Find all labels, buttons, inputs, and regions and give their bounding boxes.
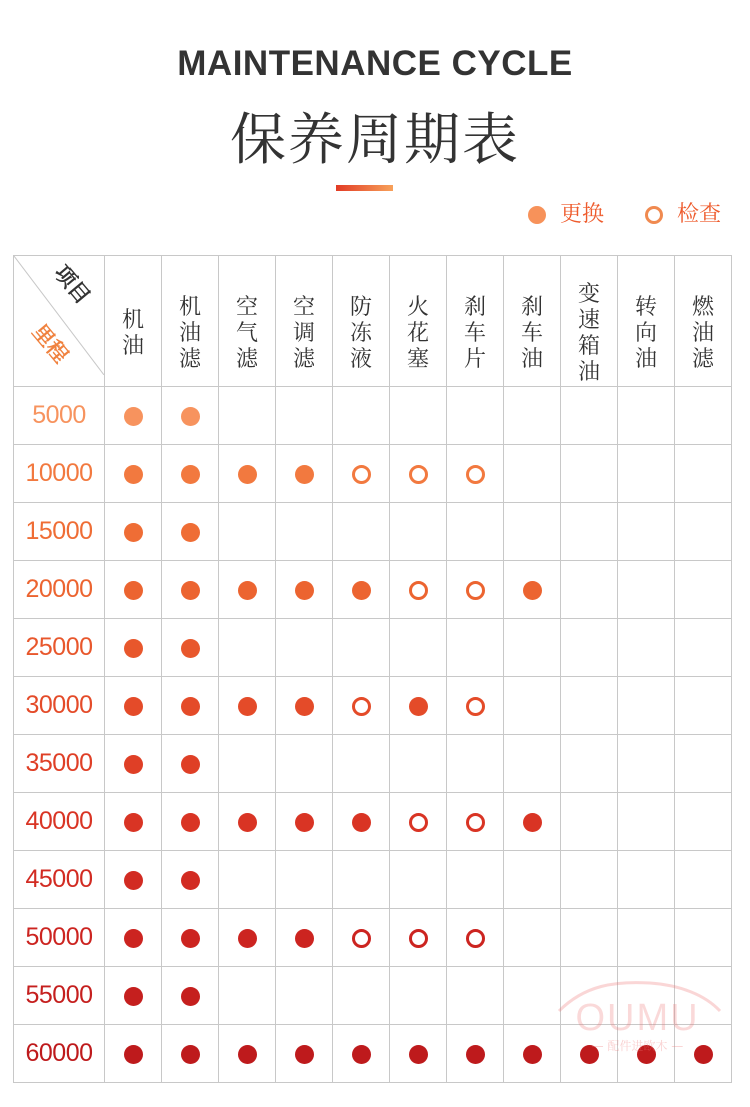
replace-dot-icon xyxy=(295,581,314,600)
table-row xyxy=(14,793,732,851)
schedule-cell xyxy=(618,503,675,561)
replace-dot-icon xyxy=(124,407,143,426)
check-dot-icon xyxy=(352,465,371,484)
schedule-cell xyxy=(504,445,561,503)
schedule-cell xyxy=(162,909,219,967)
schedule-cell xyxy=(618,1025,675,1083)
schedule-cell xyxy=(504,503,561,561)
schedule-cell xyxy=(276,1025,333,1083)
check-dot-icon xyxy=(466,581,485,600)
replace-dot-icon xyxy=(295,697,314,716)
check-dot-icon xyxy=(352,697,371,716)
schedule-cell xyxy=(504,909,561,967)
replace-dot-icon xyxy=(124,929,143,948)
legend-replace-label: 更换 xyxy=(560,202,605,227)
replace-dot-icon xyxy=(295,465,314,484)
column-header-label: 防冻液 xyxy=(349,295,372,372)
replace-dot-icon xyxy=(523,813,542,832)
column-header-label: 火花塞 xyxy=(406,295,429,372)
schedule-cell xyxy=(276,619,333,677)
replace-dot-icon xyxy=(295,929,314,948)
schedule-cell xyxy=(618,619,675,677)
schedule-cell xyxy=(447,1025,504,1083)
replace-dot-icon xyxy=(181,523,200,542)
replace-dot-icon xyxy=(295,1045,314,1064)
table-row xyxy=(14,561,732,619)
schedule-cell xyxy=(561,851,618,909)
replace-dot-icon xyxy=(181,871,200,890)
schedule-cell xyxy=(561,561,618,619)
schedule-cell xyxy=(105,793,162,851)
mileage-cell: 55000 xyxy=(14,967,105,1025)
replace-dot-icon xyxy=(580,1045,599,1064)
schedule-cell xyxy=(105,619,162,677)
column-header-label: 空气滤 xyxy=(235,295,258,372)
replace-dot-icon xyxy=(238,465,257,484)
replace-dot-icon xyxy=(238,813,257,832)
schedule-cell xyxy=(219,445,276,503)
schedule-cell xyxy=(390,619,447,677)
schedule-cell xyxy=(390,793,447,851)
watermark-subtitle: — 配件进欧木 — xyxy=(591,1039,684,1053)
mileage-cell: 5000 xyxy=(14,387,105,445)
replace-dot-icon xyxy=(409,697,428,716)
mileage-cell: 20000 xyxy=(14,561,105,619)
schedule-cell xyxy=(504,735,561,793)
schedule-cell xyxy=(162,967,219,1025)
table-row xyxy=(14,619,732,677)
schedule-cell xyxy=(561,677,618,735)
check-dot-icon xyxy=(466,465,485,484)
schedule-cell xyxy=(105,851,162,909)
schedule-cell xyxy=(219,561,276,619)
schedule-cell xyxy=(675,793,732,851)
schedule-cell xyxy=(447,445,504,503)
replace-dot-icon xyxy=(694,1045,713,1064)
schedule-cell xyxy=(390,1025,447,1083)
column-header xyxy=(105,256,162,387)
filled-dot-icon xyxy=(528,206,546,224)
replace-dot-icon xyxy=(352,581,371,600)
schedule-cell xyxy=(390,503,447,561)
schedule-cell xyxy=(219,387,276,445)
replace-dot-icon xyxy=(352,1045,371,1064)
replace-dot-icon xyxy=(181,465,200,484)
schedule-cell xyxy=(219,851,276,909)
column-header xyxy=(390,256,447,387)
schedule-cell xyxy=(390,851,447,909)
schedule-cell xyxy=(333,445,390,503)
replace-dot-icon xyxy=(523,581,542,600)
replace-dot-icon xyxy=(124,465,143,484)
schedule-cell xyxy=(105,909,162,967)
schedule-cell xyxy=(276,909,333,967)
schedule-cell xyxy=(162,387,219,445)
replace-dot-icon xyxy=(181,1045,200,1064)
schedule-cell xyxy=(675,909,732,967)
check-dot-icon xyxy=(409,929,428,948)
schedule-cell xyxy=(675,387,732,445)
schedule-cell xyxy=(276,793,333,851)
schedule-cell xyxy=(162,1025,219,1083)
column-header-label: 机油滤 xyxy=(178,295,201,372)
schedule-cell xyxy=(276,677,333,735)
schedule-cell xyxy=(276,387,333,445)
corner-item-label: 项目 xyxy=(49,260,95,309)
replace-dot-icon xyxy=(181,581,200,600)
schedule-cell xyxy=(390,387,447,445)
replace-dot-icon xyxy=(124,1045,143,1064)
column-header-label: 机油 xyxy=(121,308,144,359)
schedule-cell xyxy=(333,619,390,677)
schedule-cell xyxy=(276,503,333,561)
mileage-cell: 15000 xyxy=(14,503,105,561)
column-header-label: 转向油 xyxy=(634,295,657,372)
check-dot-icon xyxy=(352,929,371,948)
column-header xyxy=(561,256,618,387)
replace-dot-icon xyxy=(124,813,143,832)
column-header-label: 燃油滤 xyxy=(691,295,714,372)
schedule-cell xyxy=(162,503,219,561)
mileage-cell: 35000 xyxy=(14,735,105,793)
schedule-cell xyxy=(504,619,561,677)
schedule-cell xyxy=(675,677,732,735)
mileage-cell: 25000 xyxy=(14,619,105,677)
replace-dot-icon xyxy=(124,697,143,716)
schedule-cell xyxy=(504,793,561,851)
schedule-cell xyxy=(333,851,390,909)
schedule-cell xyxy=(447,387,504,445)
legend-check xyxy=(645,200,721,230)
replace-dot-icon xyxy=(523,1045,542,1064)
schedule-cell xyxy=(504,851,561,909)
schedule-cell xyxy=(447,561,504,619)
replace-dot-icon xyxy=(124,755,143,774)
schedule-cell xyxy=(162,561,219,619)
schedule-cell xyxy=(276,561,333,619)
schedule-cell xyxy=(675,967,732,1025)
schedule-cell xyxy=(219,735,276,793)
replace-dot-icon xyxy=(409,1045,428,1064)
schedule-cell xyxy=(162,735,219,793)
column-header-label: 刹车片 xyxy=(463,295,486,372)
schedule-cell xyxy=(447,909,504,967)
mileage-cell: 50000 xyxy=(14,909,105,967)
table-row xyxy=(14,387,732,445)
schedule-cell xyxy=(390,909,447,967)
schedule-cell xyxy=(333,909,390,967)
schedule-cell xyxy=(390,445,447,503)
check-dot-icon xyxy=(466,697,485,716)
schedule-cell xyxy=(162,619,219,677)
replace-dot-icon xyxy=(238,581,257,600)
schedule-cell xyxy=(561,793,618,851)
replace-dot-icon xyxy=(124,871,143,890)
schedule-cell xyxy=(618,967,675,1025)
replace-dot-icon xyxy=(181,987,200,1006)
schedule-cell xyxy=(561,909,618,967)
column-header xyxy=(504,256,561,387)
column-header xyxy=(333,256,390,387)
schedule-cell xyxy=(333,967,390,1025)
check-dot-icon xyxy=(466,813,485,832)
check-dot-icon xyxy=(466,929,485,948)
replace-dot-icon xyxy=(352,813,371,832)
schedule-cell xyxy=(162,677,219,735)
replace-dot-icon xyxy=(124,639,143,658)
schedule-cell xyxy=(333,677,390,735)
schedule-cell xyxy=(333,387,390,445)
column-header xyxy=(618,256,675,387)
replace-dot-icon xyxy=(466,1045,485,1064)
schedule-cell xyxy=(447,967,504,1025)
replace-dot-icon xyxy=(181,813,200,832)
replace-dot-icon xyxy=(181,697,200,716)
schedule-cell xyxy=(447,619,504,677)
table-row xyxy=(14,445,732,503)
schedule-cell xyxy=(504,967,561,1025)
schedule-cell xyxy=(561,967,618,1025)
schedule-cell xyxy=(618,735,675,793)
column-header-label: 刹车油 xyxy=(520,295,543,372)
schedule-cell xyxy=(561,445,618,503)
schedule-cell xyxy=(105,503,162,561)
table-row xyxy=(14,1025,732,1083)
replace-dot-icon xyxy=(238,1045,257,1064)
table-body xyxy=(14,387,732,1083)
schedule-cell xyxy=(675,735,732,793)
schedule-cell xyxy=(105,967,162,1025)
schedule-cell xyxy=(276,967,333,1025)
schedule-cell xyxy=(675,561,732,619)
schedule-cell xyxy=(219,909,276,967)
table-row xyxy=(14,967,732,1025)
schedule-cell xyxy=(504,677,561,735)
schedule-cell xyxy=(675,445,732,503)
schedule-cell xyxy=(675,619,732,677)
schedule-cell xyxy=(219,503,276,561)
replace-dot-icon xyxy=(238,697,257,716)
schedule-cell xyxy=(105,445,162,503)
schedule-cell xyxy=(162,793,219,851)
schedule-cell xyxy=(447,851,504,909)
replace-dot-icon xyxy=(124,987,143,1006)
mileage-cell: 30000 xyxy=(14,677,105,735)
schedule-cell xyxy=(105,387,162,445)
schedule-cell xyxy=(276,851,333,909)
schedule-cell xyxy=(333,561,390,619)
schedule-cell xyxy=(333,1025,390,1083)
mileage-cell: 10000 xyxy=(14,445,105,503)
schedule-cell xyxy=(561,735,618,793)
schedule-cell xyxy=(219,967,276,1025)
table-row xyxy=(14,503,732,561)
schedule-cell xyxy=(447,735,504,793)
replace-dot-icon xyxy=(124,523,143,542)
schedule-cell xyxy=(504,561,561,619)
schedule-cell xyxy=(447,677,504,735)
column-header-label: 变速箱油 xyxy=(577,282,600,385)
schedule-cell xyxy=(276,735,333,793)
schedule-cell xyxy=(618,851,675,909)
hollow-dot-icon xyxy=(645,206,663,224)
schedule-cell xyxy=(390,967,447,1025)
schedule-cell xyxy=(675,851,732,909)
schedule-cell xyxy=(333,735,390,793)
column-header xyxy=(675,256,732,387)
mileage-cell: 40000 xyxy=(14,793,105,851)
replace-dot-icon xyxy=(181,407,200,426)
schedule-cell xyxy=(447,793,504,851)
column-header xyxy=(447,256,504,387)
check-dot-icon xyxy=(409,813,428,832)
schedule-cell xyxy=(618,677,675,735)
schedule-cell xyxy=(390,677,447,735)
schedule-cell xyxy=(390,561,447,619)
mileage-cell: 45000 xyxy=(14,851,105,909)
schedule-cell xyxy=(162,851,219,909)
watermark-logo: OUMU xyxy=(575,997,700,1039)
schedule-cell xyxy=(219,619,276,677)
schedule-cell xyxy=(219,677,276,735)
schedule-cell xyxy=(675,1025,732,1083)
schedule-cell xyxy=(618,561,675,619)
schedule-cell xyxy=(219,793,276,851)
table-row xyxy=(14,735,732,793)
table-row xyxy=(14,677,732,735)
replace-dot-icon xyxy=(124,581,143,600)
schedule-cell xyxy=(390,735,447,793)
table-row xyxy=(14,909,732,967)
column-header-label: 空调滤 xyxy=(292,295,315,372)
schedule-cell xyxy=(105,735,162,793)
schedule-cell xyxy=(618,387,675,445)
table-corner xyxy=(14,256,105,387)
schedule-cell xyxy=(105,561,162,619)
replace-dot-icon xyxy=(181,639,200,658)
schedule-cell xyxy=(504,387,561,445)
schedule-cell xyxy=(618,445,675,503)
legend-replace xyxy=(528,200,604,230)
schedule-cell xyxy=(618,793,675,851)
schedule-cell xyxy=(276,445,333,503)
replace-dot-icon xyxy=(295,813,314,832)
title-accent-bar xyxy=(336,185,393,191)
schedule-cell xyxy=(219,1025,276,1083)
maintenance-table xyxy=(13,255,732,1083)
mileage-cell: 60000 xyxy=(14,1025,105,1083)
legend-check-label: 检查 xyxy=(677,202,722,227)
replace-dot-icon xyxy=(637,1045,656,1064)
table-row xyxy=(14,851,732,909)
page-title-en: MAINTENANCE CYCLE xyxy=(177,44,573,83)
check-dot-icon xyxy=(409,465,428,484)
page-title-cn: 保养周期表 xyxy=(230,108,520,173)
corner-mileage-label: 里程 xyxy=(27,319,73,368)
schedule-cell xyxy=(561,503,618,561)
column-header xyxy=(162,256,219,387)
schedule-cell xyxy=(504,1025,561,1083)
schedule-cell xyxy=(105,1025,162,1083)
schedule-cell xyxy=(333,503,390,561)
schedule-cell xyxy=(447,503,504,561)
schedule-cell xyxy=(333,793,390,851)
column-header xyxy=(276,256,333,387)
schedule-cell xyxy=(618,909,675,967)
replace-dot-icon xyxy=(181,755,200,774)
schedule-cell xyxy=(561,1025,618,1083)
schedule-cell xyxy=(561,619,618,677)
replace-dot-icon xyxy=(238,929,257,948)
replace-dot-icon xyxy=(181,929,200,948)
table-header-row xyxy=(14,256,732,387)
schedule-cell xyxy=(105,677,162,735)
schedule-cell xyxy=(561,387,618,445)
schedule-cell xyxy=(162,445,219,503)
column-header xyxy=(219,256,276,387)
schedule-cell xyxy=(675,503,732,561)
check-dot-icon xyxy=(409,581,428,600)
